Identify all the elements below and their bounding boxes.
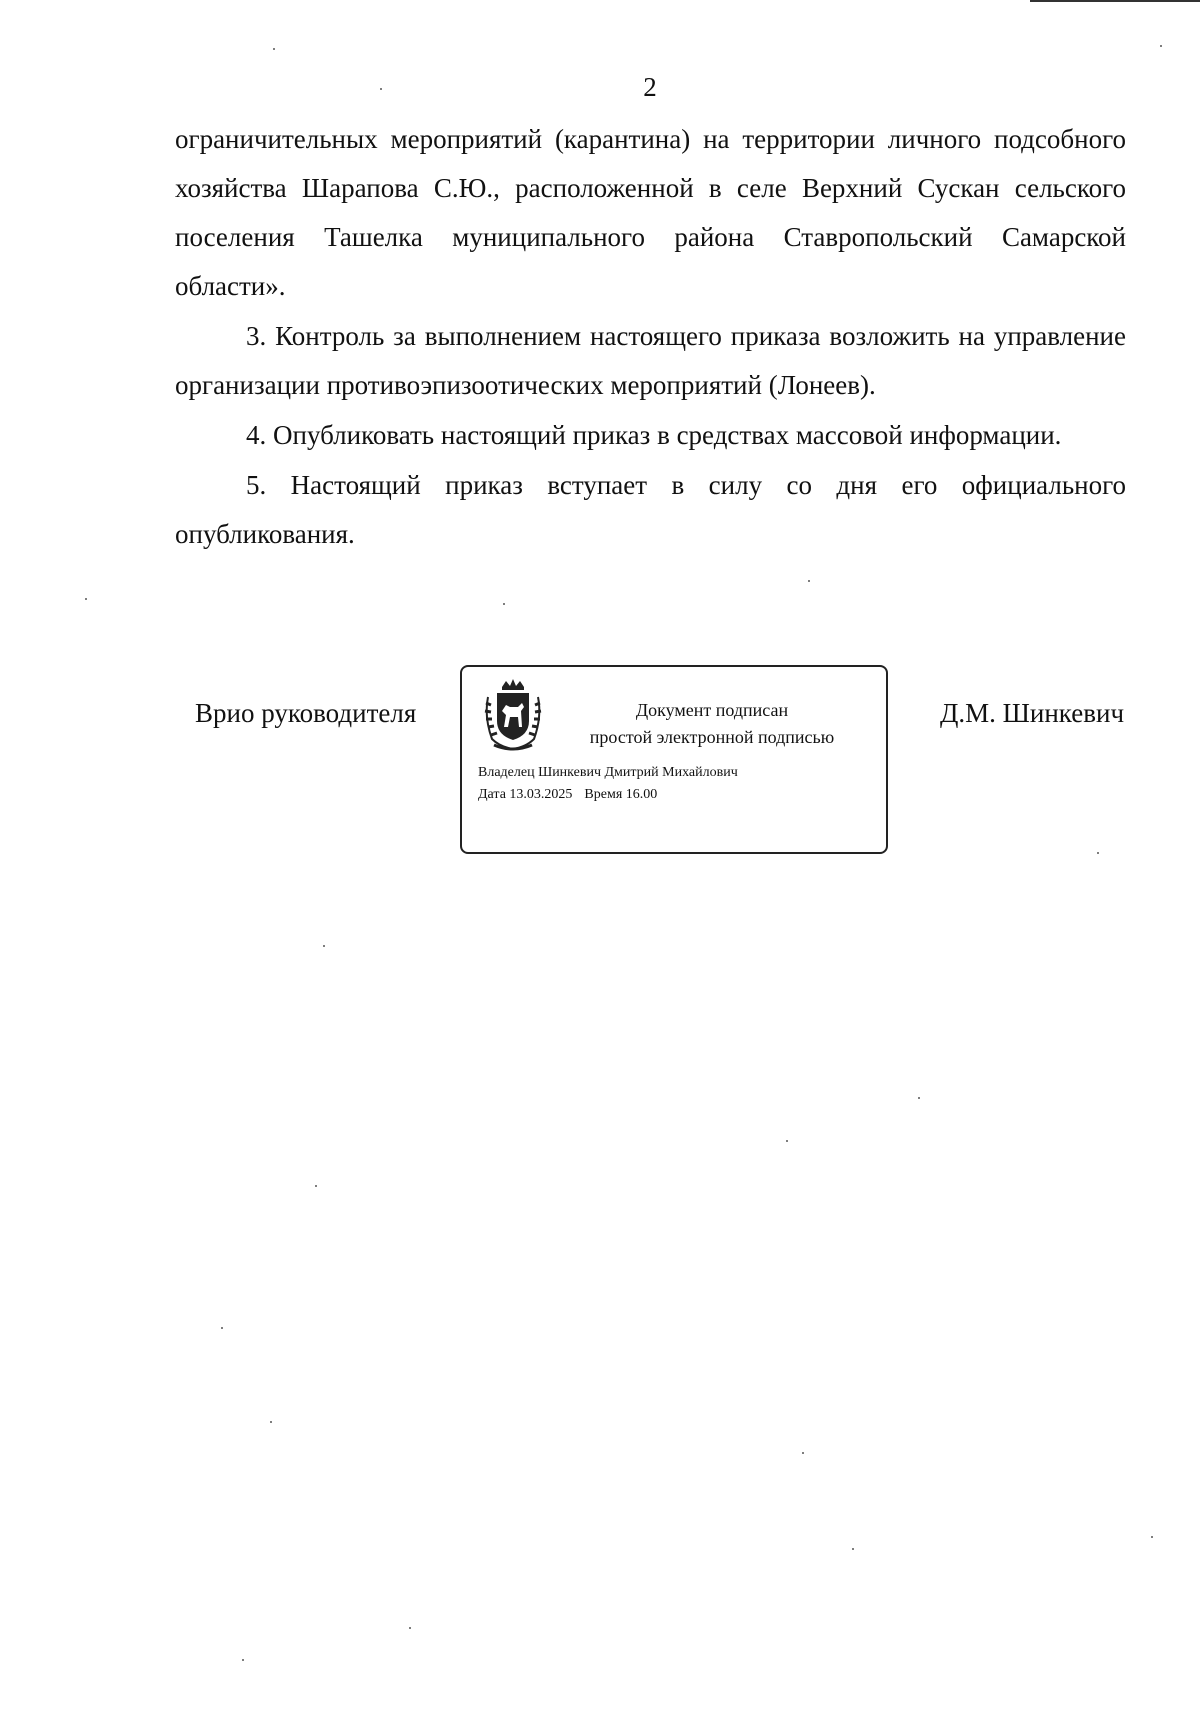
paragraph-4: 4. Опубликовать настоящий приказ в средствах массовой информации. bbox=[246, 420, 1062, 450]
scan-speck bbox=[1097, 852, 1099, 854]
paragraph-5: 5. Настоящий приказ вступает в силу со дня его официального опубликования. bbox=[175, 470, 1126, 549]
signer-position: Врио руководителя bbox=[195, 698, 417, 728]
stamp-owner: Владелец Шинкевич Дмитрий Михайлович bbox=[478, 765, 738, 780]
stamp-time: Время 16.00 bbox=[584, 787, 658, 802]
scan-speck bbox=[409, 1627, 411, 1629]
scan-speck bbox=[273, 48, 275, 50]
signer-name: Д.М. Шинкевич bbox=[940, 698, 1125, 728]
scan-speck bbox=[242, 1659, 244, 1661]
scan-speck bbox=[221, 1327, 223, 1329]
scan-speck bbox=[808, 580, 810, 582]
scan-speck bbox=[85, 598, 87, 600]
page-number: 2 bbox=[643, 72, 657, 102]
electronic-signature-stamp bbox=[460, 665, 888, 854]
stamp-heading-line-2: простой электронной подписью bbox=[589, 727, 835, 747]
signature-block bbox=[0, 665, 1200, 860]
scan-speck bbox=[918, 1097, 920, 1099]
scan-speck bbox=[315, 1185, 317, 1187]
stamp-heading-line-1: Документ подписан bbox=[635, 700, 789, 720]
scan-speck bbox=[786, 1140, 788, 1142]
scan-speck bbox=[1151, 1536, 1153, 1538]
stamp-date: Дата 13.03.2025 bbox=[478, 787, 573, 802]
stamp-heading bbox=[562, 697, 862, 751]
scan-speck bbox=[852, 1548, 854, 1550]
scan-speck bbox=[380, 88, 382, 90]
scan-speck bbox=[270, 1421, 272, 1423]
page-top-edge-line bbox=[1030, 0, 1200, 2]
scan-speck bbox=[323, 945, 325, 947]
paragraph-3: 3. Контроль за выполнением настоящего приказа возложить на управление организации противоэпизоотических мероприятий (Лонеев). bbox=[175, 321, 1126, 400]
samara-coat-of-arms-icon bbox=[480, 677, 546, 753]
stamp-date-time bbox=[478, 785, 657, 805]
scan-speck bbox=[802, 1452, 804, 1454]
scan-speck bbox=[1160, 45, 1162, 47]
document-body bbox=[175, 115, 1126, 559]
scan-speck bbox=[503, 603, 505, 605]
paragraph-continuation: ограничительных мероприятий (карантина) на территории личного подсобного хозяйства Шарапова С.Ю., расположенной в селе Верхний Сускан сельского поселения Ташелка муниципального района Ставропольский Самарской области». bbox=[175, 124, 1126, 301]
